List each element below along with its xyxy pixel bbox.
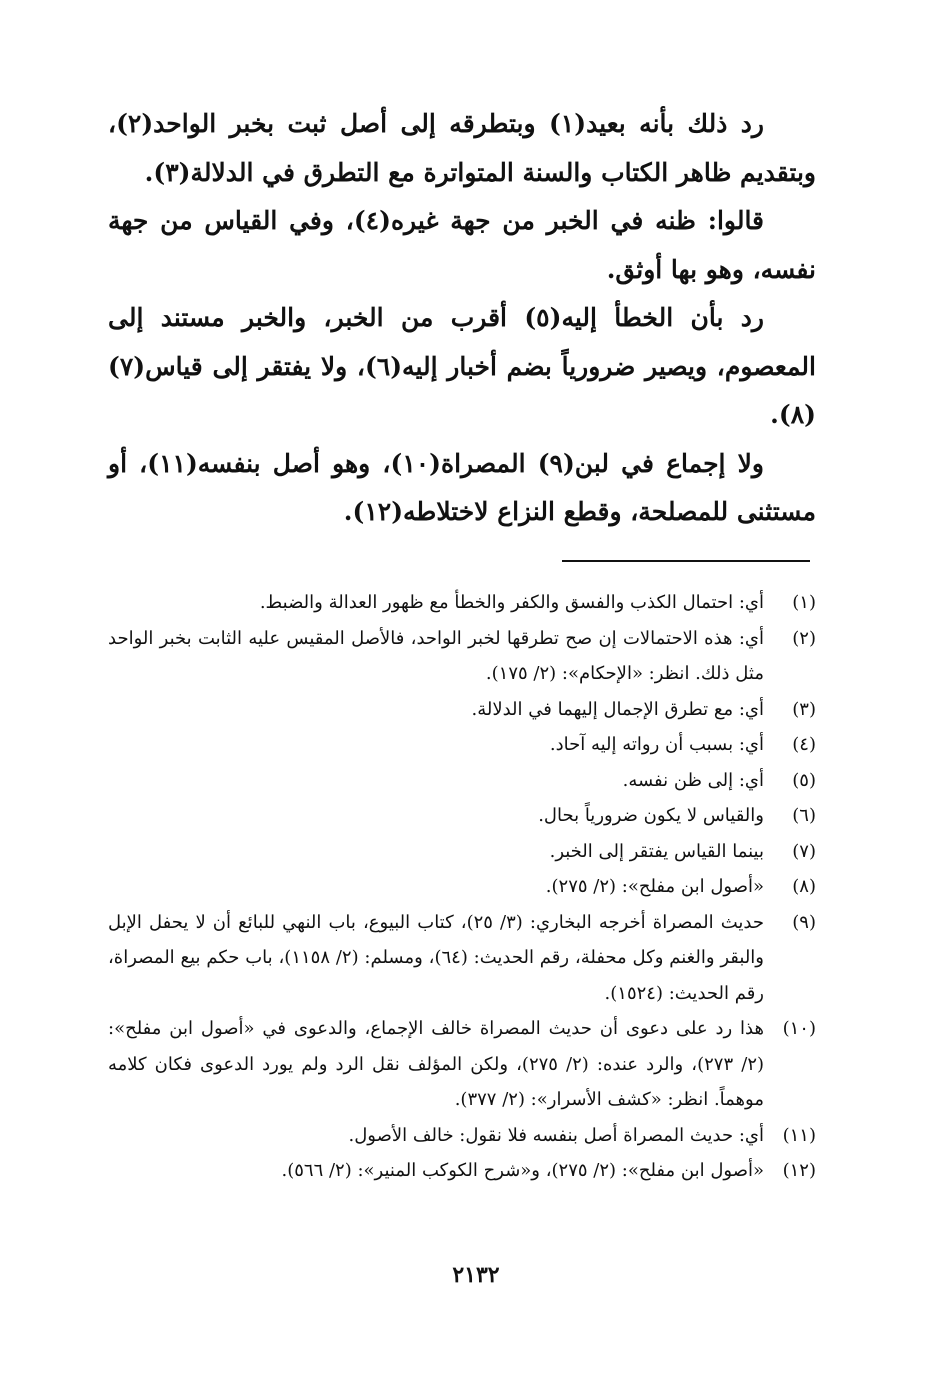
- paragraph-3: رد بأن الخطأ إليه(٥) أقرب من الخبر، والخبر مستند إلى المعصوم، ويصير ضرورياً بضم أخبار إليه(٦)، ولا يفتقر إلى قياس(٧)(٨).: [108, 303, 816, 429]
- footnote-number: (١): [792, 592, 816, 613]
- footnote-text: أي: احتمال الكذب والفسق والكفر والخطأ مع ظهور العدالة والضبط.: [259, 592, 764, 613]
- footnote-number: (٦): [792, 805, 816, 826]
- footnote-number: (١٢): [782, 1160, 816, 1181]
- footnote-text: «أصول ابن مفلح»: (٢/ ٢٧٥).: [545, 876, 764, 897]
- footnote-number: (٣): [792, 698, 816, 720]
- footnote-5: [108, 763, 816, 799]
- paragraph-1: رد ذلك بأنه بعيد(١) وبتطرقه إلى أصل ثبت بخبر الواحد(٢)، وبتقديم ظاهر الكتاب والسنة المتواترة مع التطرق في الدلالة(٣).: [108, 109, 816, 187]
- footnote-text: والقياس لا يكون ضرورياً بحال.: [538, 805, 764, 826]
- page-number: ٢١٣٢: [452, 1262, 500, 1288]
- footnote-9: [108, 905, 816, 1012]
- footnote-11: [108, 1118, 816, 1154]
- footnote-text: حديث المصراة أخرجه البخاري: (٣/ ٢٥)، كتاب البيوع، باب النهي للبائع أن لا يحفل الإبل والبقر والغنم وكل محفلة، رقم الحديث: (٦٤)، ومسلم: (٢/ ١١٥٨)، باب حكم بيع المصراة، رقم الحديث: (١٥٢٤).: [108, 911, 764, 1004]
- footnotes: [108, 585, 816, 1189]
- footnote-number: (٤): [792, 734, 816, 755]
- footnote-8: [108, 869, 816, 905]
- footnote-number: (٧): [792, 840, 816, 862]
- footnote-text: أي: حديث المصراة أصل بنفسه فلا نقول: خالف الأصول.: [348, 1124, 764, 1146]
- footnote-2: [108, 621, 816, 692]
- footnote-text: «أصول ابن مفلح»: (٢/ ٢٧٥)، و«شرح الكوكب المنير»: (٢/ ٥٦٦).: [281, 1160, 764, 1181]
- footnote-7: [108, 834, 816, 870]
- footnote-4: [108, 727, 816, 763]
- footnote-number: (٨): [792, 876, 816, 897]
- footnote-text: بينما القياس يفتقر إلى الخبر.: [549, 840, 764, 862]
- footnote-text: أي: إلى ظن نفسه.: [622, 769, 764, 791]
- footnote-separator: [562, 560, 810, 562]
- footnote-12: [108, 1153, 816, 1189]
- paragraph-4: ولا إجماع في لبن(٩) المصراة(١٠)، وهو أصل بنفسه(١١)، أو مستثنى للمصلحة، وقطع النزاع لاختلاطه(١٢).: [108, 448, 816, 526]
- footnote-1: [108, 585, 816, 621]
- footnote-number: (١١): [782, 1124, 816, 1146]
- footnote-10: [108, 1011, 816, 1118]
- paragraph-2: قالوا: ظنه في الخبر من جهة غيره(٤)، وفي القياس من جهة نفسه، وهو بها أوثق.: [108, 206, 816, 284]
- footnote-text: أي: هذه الاحتمالات إن صح تطرقها لخبر الواحد، فالأصل المقيس عليه الثابت بخبر الواحد مثل ذلك. انظر: «الإحكام»: (٢/ ١٧٥).: [108, 627, 764, 684]
- footnote-3: [108, 692, 816, 728]
- footnote-number: (٥): [792, 769, 816, 791]
- footnote-6: [108, 798, 816, 834]
- footnote-number: (٢): [792, 627, 816, 649]
- footnote-number: (١٠): [782, 1018, 816, 1039]
- main-text: [108, 100, 816, 537]
- footnote-number: (٩): [792, 911, 816, 933]
- footnote-text: أي: بسبب أن رواته إليه آحاد.: [549, 734, 764, 755]
- footnote-text: أي: مع تطرق الإجمال إليهما في الدلالة.: [471, 698, 764, 720]
- footnote-text: هذا رد على دعوى أن حديث المصراة خالف الإجماع، والدعوى في «أصول ابن مفلح»: (٢/ ٢٧٣)، والرد عنده: (٢/ ٢٧٥)، ولكن المؤلف نقل الرد ولم يورد الدعوى فكان كلامه موهماً. انظر: «كشف الأسرار»: (٢/ ٣٧٧).: [108, 1018, 765, 1110]
